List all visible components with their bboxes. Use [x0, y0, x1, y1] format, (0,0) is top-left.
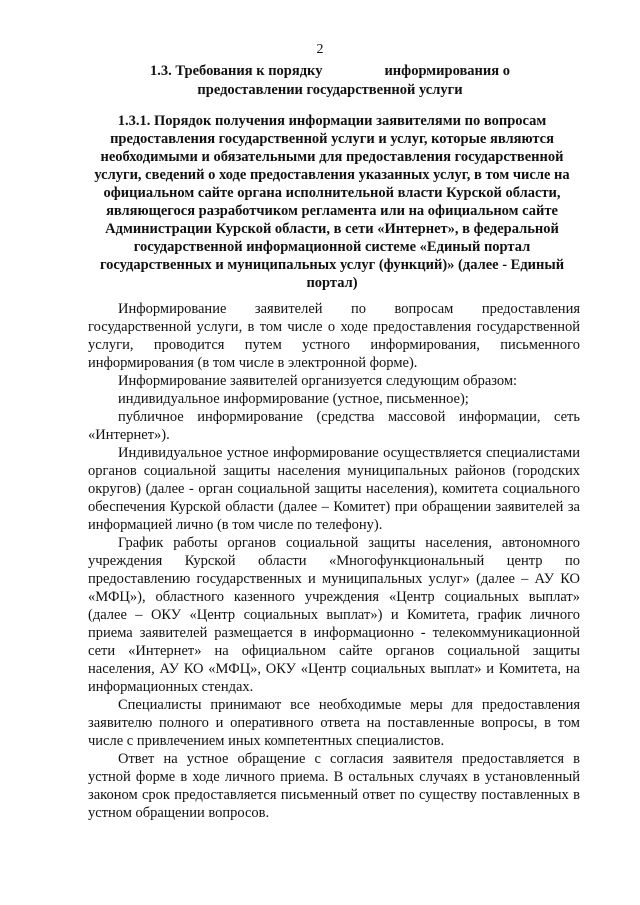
paragraph: График работы органов социальной защиты населения, автономного учреждения Курской области «Многофункциональный центр по предоставлению государственных и муниципальных услуг» (далее – АУ КО «МФЦ»), областного казенного учреждения «Центр социальных выплат» (далее – ОКУ «Центр социальных выплат») и Комитета, график личного приема заявителей размещается в информационно - телекоммуникационной сети «Интернет» на официальном сайте органов социальной защиты населения, АУ КО «МФЦ», ОКУ «Центр социальных выплат» и Комитета, на информационных стендах.: [88, 535, 580, 695]
paragraph: Специалисты принимают все необходимые меры для предоставления заявителю полного и оперативного ответа на поставленные вопросы, в том числе с привлечением иных компетентных специалистов.: [88, 697, 580, 749]
section-title-part2: информирования о: [384, 63, 510, 79]
section-title: [120, 62, 540, 100]
paragraph: индивидуальное информирование (устное, письменное);: [118, 391, 469, 407]
subsection-title: 1.3.1. Порядок получения информации заявителями по вопросам предоставления государственной услуги и услуг, которые являются необходимыми и обязательными для предоставления государственной услуги, сведений о ходе предоставления указанных услуг, в том числе на официальном сайте органа исполнительной власти Курской области, являющегося разработчиком регламента или на официальном сайте Администрации Курской области, в сети «Интернет», в федеральной государственной информационной системе «Единый портал государственных и муниципальных услуг (функций)» (далее - Единый портал): [94, 113, 570, 291]
page-number: 2: [316, 42, 324, 57]
paragraph: Ответ на устное обращение с согласия заявителя предоставляется в устной форме в ходе личного приема. В остальных случаях в установленный законом срок предоставляется письменный ответ по существу поставленных в устном обращении вопросов.: [88, 751, 580, 821]
paragraph: Информирование заявителей по вопросам предоставления государственной услуги, в том числе о ходе предоставления государственной услуги, проводится путем устного информирования, письменного информирования (в том числе в электронной форме).: [88, 301, 580, 371]
paragraph: Информирование заявителей организуется следующим образом:: [118, 373, 518, 389]
section-title-part1: 1.3. Требования к порядку: [150, 63, 323, 79]
paragraph: Индивидуальное устное информирование осуществляется специалистами органов социальной защиты населения муниципальных районов (городских округов) (далее - орган социальной защиты населения), комитета социального обеспечения Курской области (далее – Комитет) при обращении заявителей за информацией лично (в том числе по телефону).: [88, 445, 580, 533]
paragraph: публичное информирование (средства массовой информации, сеть «Интернет»).: [88, 409, 580, 443]
body-text: [88, 300, 580, 822]
section-title-line2: предоставлении государственной услуги: [197, 82, 463, 98]
